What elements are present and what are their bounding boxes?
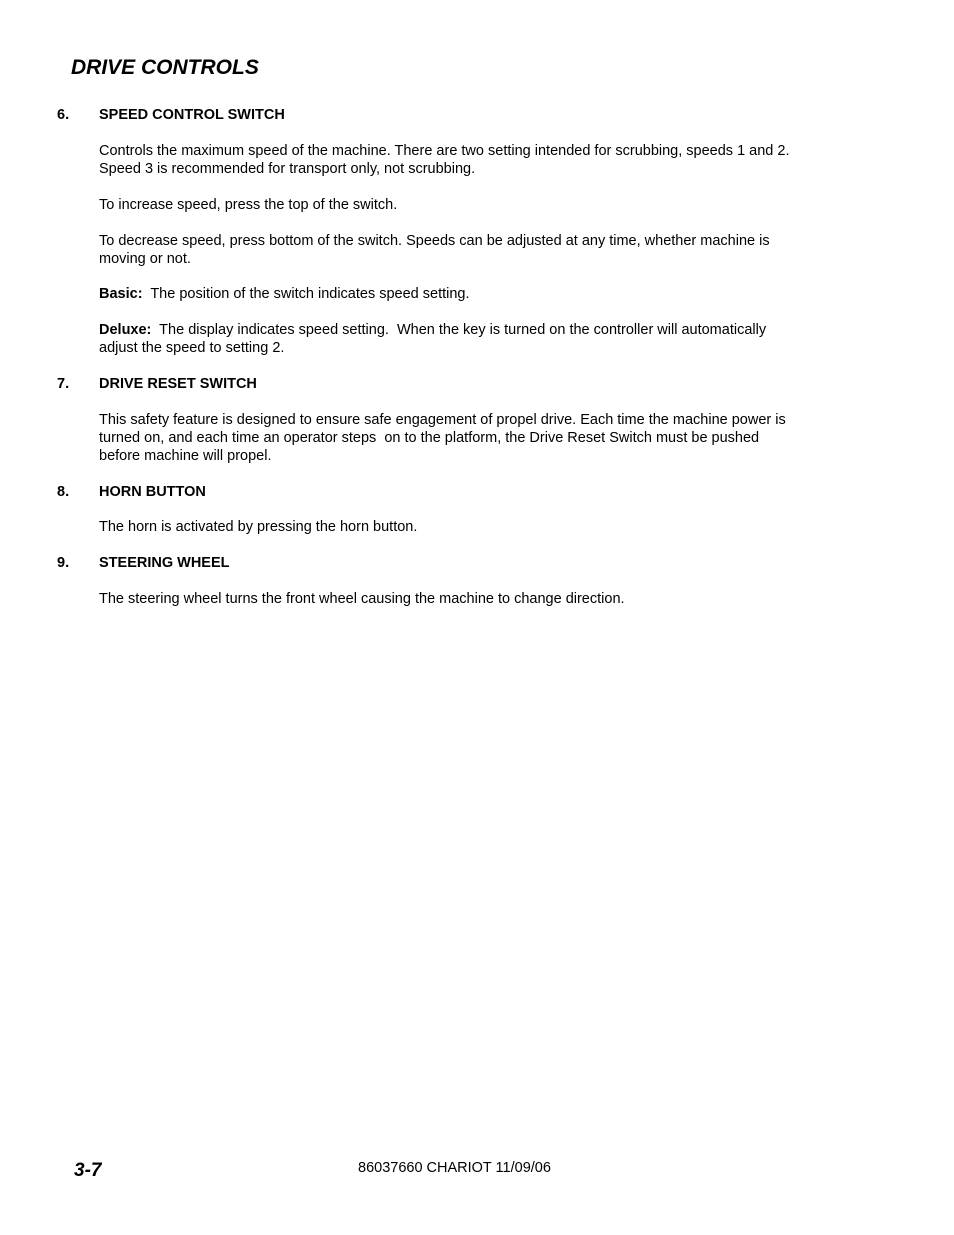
- section-number: 7.: [57, 376, 70, 392]
- paragraph-line: To decrease speed, press bottom of the switch. Speeds can be adjusted at any time, whether machine is: [99, 233, 770, 249]
- section-number: 8.: [57, 484, 70, 500]
- section-heading: HORN BUTTON: [99, 484, 206, 500]
- paragraph: [99, 518, 859, 536]
- paragraph-line: turned on, and each time an operator steps on to the platform, the Drive Reset Switch must be pushed: [99, 430, 760, 446]
- paragraph-basic: [99, 285, 859, 303]
- paragraph-line: This safety feature is designed to ensure safe engagement of propel drive. Each time the machine power is: [99, 412, 786, 428]
- paragraph: [99, 590, 859, 608]
- paragraph: [99, 232, 859, 268]
- section-heading: DRIVE RESET SWITCH: [99, 376, 257, 392]
- paragraph: [99, 142, 859, 178]
- paragraph-line: The display indicates speed setting. When the key is turned on the controller will automatically: [151, 322, 767, 338]
- page-title: DRIVE CONTROLS: [71, 56, 259, 79]
- paragraph-line: before machine will propel.: [99, 448, 272, 464]
- paragraph-line: Speed 3 is recommended for transport only, not scrubbing.: [99, 161, 476, 177]
- page-number: 3-7: [74, 1160, 102, 1181]
- paragraph-line: To increase speed, press the top of the switch.: [99, 197, 398, 213]
- basic-label: Basic:: [99, 286, 143, 302]
- paragraph: [99, 411, 859, 465]
- paragraph: [99, 196, 859, 214]
- paragraph-line: moving or not.: [99, 251, 191, 267]
- section-heading: SPEED CONTROL SWITCH: [99, 107, 285, 123]
- document-reference: 86037660 CHARIOT 11/09/06: [358, 1160, 551, 1176]
- paragraph-line: adjust the speed to setting 2.: [99, 340, 285, 356]
- paragraph-line: The steering wheel turns the front wheel causing the machine to change direction.: [99, 591, 625, 607]
- paragraph-line: The position of the switch indicates speed setting.: [142, 286, 470, 302]
- paragraph-line: Controls the maximum speed of the machine. There are two setting intended for scrubbing, speeds 1 and 2.: [99, 143, 790, 159]
- deluxe-label: Deluxe:: [99, 322, 152, 338]
- paragraph-deluxe: [99, 321, 859, 357]
- section-heading: STEERING WHEEL: [99, 555, 230, 571]
- section-number: 9.: [57, 555, 70, 571]
- paragraph-line: The horn is activated by pressing the horn button.: [99, 519, 418, 535]
- section-number: 6.: [57, 107, 70, 123]
